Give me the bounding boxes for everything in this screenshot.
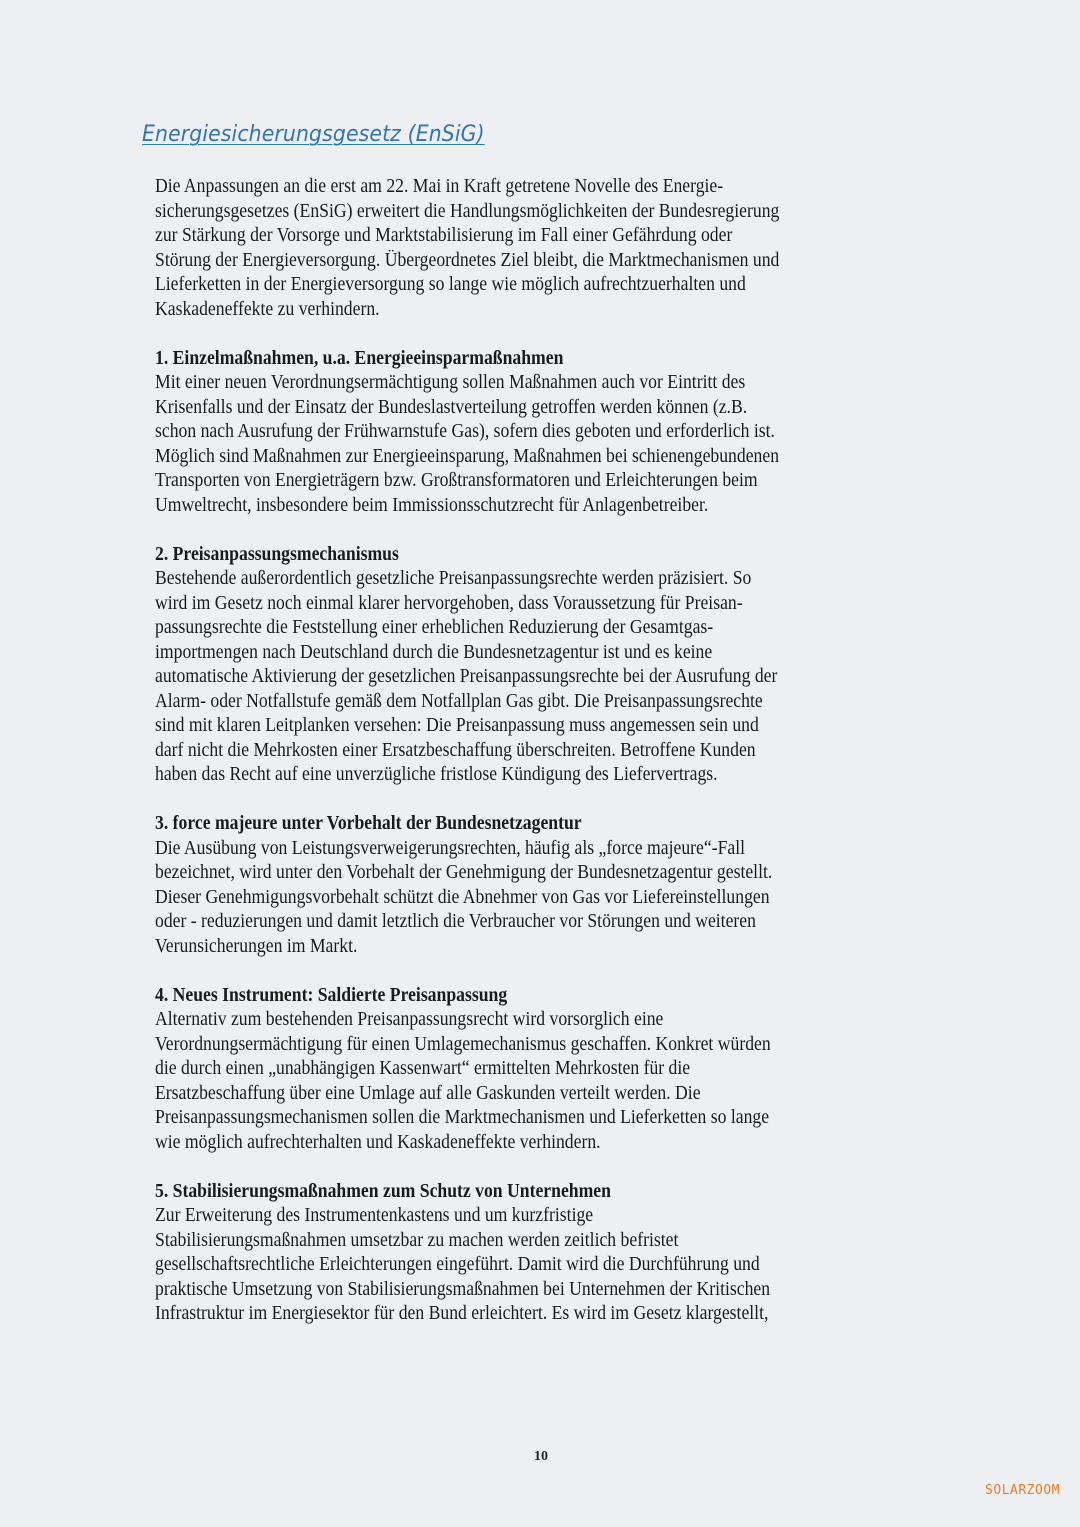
text-line: Alternativ zum bestehenden Preisanpassungsrecht wird vorsorglich eine (155, 1009, 664, 1030)
text-line: automatische Aktivierung der gesetzlichen Preisanpassungsrechte bei der Ausrufung der (155, 666, 778, 687)
page-title: Energiesicherungsgesetz (EnSiG) (142, 122, 485, 147)
watermark-logo: SOLARZOOM (985, 1483, 1060, 1498)
text-line: sind mit klaren Leitplanken versehen: Die Preisanpassung muss angemessen sein und (155, 715, 759, 736)
text-line: Dieser Genehmigungsvorbehalt schützt die Abnehmer von Gas vor Liefereinstellungen (155, 886, 770, 908)
text-line: Ersatzbeschaffung über eine Umlage auf alle Gaskunden verteilt werden. Die (155, 1082, 701, 1104)
page-number: 10 (534, 1449, 548, 1464)
text-line: sicherungsgesetzes (EnSiG) erweitert die Handlungsmöglichkeiten der Bundesregierung (155, 200, 780, 222)
paragraph-gap (155, 1155, 1015, 1180)
text-line: bezeichnet, wird unter den Vorbehalt der Genehmigung der Bundesnetzagentur gestellt. (155, 862, 773, 883)
text-line: wird im Gesetz noch einmal klarer hervorgehoben, dass Voraussetzung für Preisan- (155, 592, 743, 614)
document-body (155, 175, 1015, 1327)
text-line: Infrastruktur im Energiesektor für den Bund erleichtert. Es wird im Gesetz klargestellt, (155, 1303, 769, 1324)
section-4 (155, 984, 1015, 1156)
text-line: Umweltrecht, insbesondere beim Immissionsschutzrecht für Anlagenbetreiber. (155, 494, 709, 516)
text-line: Zur Erweiterung des Instrumentenkastens und um kurzfristige (155, 1205, 594, 1226)
text-line: Verordnungsermächtigung für einen Umlagemechanismus geschaffen. Konkret würden (155, 1033, 771, 1055)
section-2 (155, 543, 1015, 788)
text-line: praktische Umsetzung von Stabilisierungsmaßnahmen bei Unternehmen der Kritischen (155, 1278, 771, 1300)
text-line: Verunsicherungen im Markt. (155, 935, 358, 957)
section-heading: 2. Preisanpassungsmechanismus (155, 543, 399, 565)
text-line: Die Anpassungen an die erst am 22. Mai in Kraft getretene Novelle des Energie- (155, 176, 724, 197)
section-3 (155, 812, 1015, 959)
paragraph-gap (155, 518, 1015, 543)
text-line: Mit einer neuen Verordnungsermächtigung sollen Maßnahmen auch vor Eintritt des (155, 372, 746, 393)
text-line: schon nach Ausrufung der Frühwarnstufe Gas), sofern dies geboten und erforderlich ist. (155, 421, 775, 442)
text-line: importmengen nach Deutschland durch die Bundesnetzagentur ist und es keine (155, 641, 713, 663)
section-heading: 4. Neues Instrument: Saldierte Preisanpassung (155, 984, 508, 1006)
section-heading: 3. force majeure unter Vorbehalt der Bundesnetzagentur (155, 813, 582, 834)
text-line: Störung der Energieversorgung. Übergeordnetes Ziel bleibt, die Marktmechanismen und (155, 249, 780, 271)
text-line: passungsrechte die Feststellung einer erheblichen Reduzierung der Gesamtgas- (155, 617, 714, 638)
text-line: Stabilisierungsmaßnahmen umsetzbar zu machen werden zeitlich befristet (155, 1229, 679, 1251)
text-line: Bestehende außerordentlich gesetzliche Preisanpassungsrechte werden präzisiert. So (155, 568, 752, 589)
section-heading: 1. Einzelmaßnahmen, u.a. Energieeinsparmaßnahmen (155, 347, 564, 369)
text-line: gesellschaftsrechtliche Erleichterungen eingeführt. Damit wird die Durchführung und (155, 1254, 760, 1275)
intro-paragraph (155, 175, 1015, 322)
text-line: Kaskadeneffekte zu verhindern. (155, 298, 380, 320)
text-line: Möglich sind Maßnahmen zur Energieeinsparung, Maßnahmen bei schienengebundenen (155, 445, 780, 467)
text-line: die durch einen „unabhängigen Kassenwart“ ermittelten Mehrkosten für die (155, 1058, 691, 1079)
text-line: Die Ausübung von Leistungsverweigerungsrechten, häufig als „force majeure“-Fall (155, 837, 746, 859)
section-1 (155, 347, 1015, 519)
text-line: Lieferketten in der Energieversorgung so lange wie möglich aufrechtzuerhalten und (155, 274, 746, 295)
text-line: Krisenfalls und der Einsatz der Bundeslastverteilung getroffen werden können (z.B. (155, 396, 748, 418)
paragraph-gap (155, 788, 1015, 813)
text-line: wie möglich aufrechterhalten und Kaskadeneffekte verhindern. (155, 1131, 601, 1153)
text-line: darf nicht die Mehrkosten einer Ersatzbeschaffung überschreiten. Betroffene Kunden (155, 739, 756, 761)
text-line: haben das Recht auf eine unverzügliche fristlose Kündigung des Liefervertrags. (155, 764, 718, 785)
paragraph-gap (155, 322, 1015, 347)
paragraph-gap (155, 959, 1015, 984)
text-line: Transporten von Energieträgern bzw. Großtransformatoren und Erleichterungen beim (155, 470, 758, 491)
text-line: Alarm- oder Notfallstufe gemäß dem Notfallplan Gas gibt. Die Preisanpassungsrechte (155, 690, 763, 712)
section-heading: 5. Stabilisierungsmaßnahmen zum Schutz von Unternehmen (155, 1180, 611, 1202)
section-5 (155, 1180, 1015, 1327)
text-line: Preisanpassungsmechanismen sollen die Marktmechanismen und Lieferketten so lange (155, 1107, 770, 1128)
text-line: oder - reduzierungen und damit letztlich die Verbraucher vor Störungen und weiteren (155, 911, 756, 932)
text-line: zur Stärkung der Vorsorge und Marktstabilisierung im Fall einer Gefährdung oder (155, 225, 733, 246)
